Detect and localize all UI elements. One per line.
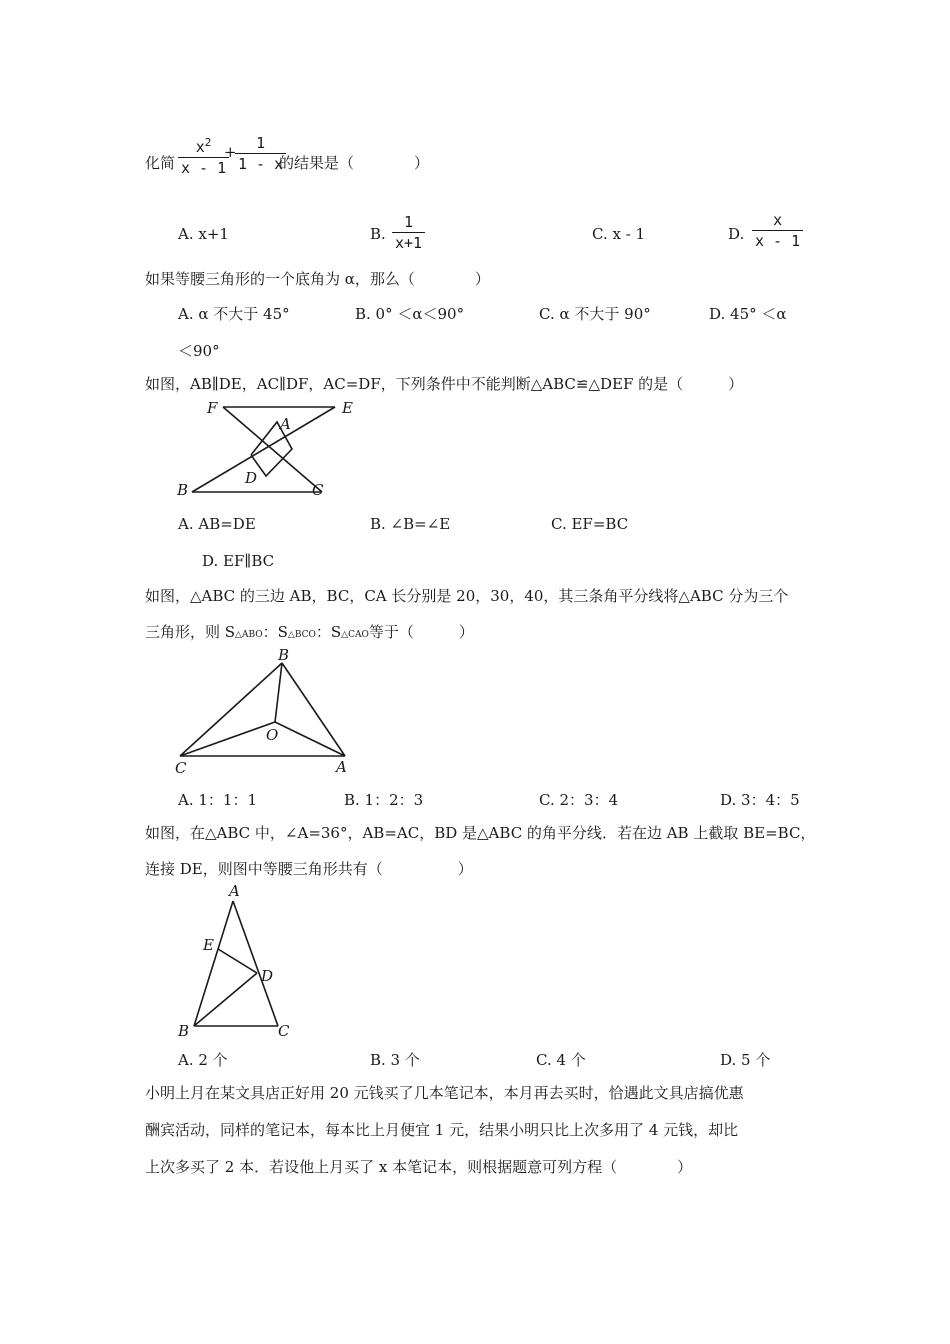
q5-label-c: C xyxy=(278,1022,290,1040)
q2-option-d: D. 45° ＜α xyxy=(709,305,787,323)
q2-stem: 如果等腰三角形的一个底角为 α，那么（ ） xyxy=(145,270,490,288)
q5-figure xyxy=(170,880,295,1045)
q3-stem: 如图，AB∥DE，AC∥DF，AC=DF，下列条件中不能判断△ABC≌△DEF 的是（ ） xyxy=(145,375,744,393)
q6-line-2: 酬宾活动，同样的笔记本，每本比上月便宜 1 元，结果小明只比上次多用了 4 元钱，却比 xyxy=(145,1121,739,1139)
q5-option-a: A. 2 个 xyxy=(178,1051,228,1069)
q3-label-f: F xyxy=(207,399,218,417)
q4-stem-line-2: 三角形，则 S△ABO：S△BCO：S△CAO等于（ ） xyxy=(145,623,474,641)
q5-option-b: B. 3 个 xyxy=(370,1051,420,1069)
q4-option-b: B. 1：2：3 xyxy=(344,791,424,809)
q2-option-b: B. 0° ＜α＜90° xyxy=(355,305,465,323)
q3-label-a: A xyxy=(280,415,291,433)
q3-option-b: B. ∠B=∠E xyxy=(370,515,451,533)
q3-label-b: B xyxy=(177,481,189,499)
q4-label-c: C xyxy=(175,759,187,777)
q4-figure xyxy=(170,645,355,780)
q2-option-c: C. α 不大于 90° xyxy=(539,305,651,323)
q4-label-a: A xyxy=(336,758,347,776)
q4-option-c: C. 2：3：4 xyxy=(539,791,619,809)
q1-option-c: C. x - 1 xyxy=(592,225,646,243)
q1-suffix: 的结果是（ ） xyxy=(279,154,430,172)
q5-label-a: A xyxy=(229,882,240,900)
q2-option-a: A. α 不大于 45° xyxy=(178,305,290,323)
q3-figure xyxy=(170,395,353,500)
q4-label-b: B xyxy=(278,646,290,664)
q3-label-c: C xyxy=(312,481,324,499)
q5-label-e: E xyxy=(203,936,214,954)
q4-option-d: D. 3：4：5 xyxy=(720,791,800,809)
q3-option-d: D. EF∥BC xyxy=(202,552,275,570)
q1-option-b-label: B. xyxy=(370,225,386,243)
q5-option-c: C. 4 个 xyxy=(536,1051,586,1069)
q5-label-d: D xyxy=(261,967,274,985)
q2-option-d-continued: ＜90° xyxy=(178,342,220,360)
q4-stem-line-1: 如图，△ABC 的三边 AB，BC，CA 长分别是 20，30，40，其三条角平分线将△ABC 分为三个 xyxy=(145,587,789,605)
q5-label-b: B xyxy=(178,1022,190,1040)
q1-option-d-label: D. xyxy=(728,225,745,243)
q4-label-o: O xyxy=(266,726,279,744)
q1-plus: + xyxy=(224,143,237,161)
q1-prefix: 化简 xyxy=(145,154,176,172)
q5-option-d: D. 5 个 xyxy=(720,1051,771,1069)
q1-option-b-fraction: $\frac{1}{x+1}$ xyxy=(392,212,425,253)
q1-option-d-fraction: $\frac{x}{x - 1}$ xyxy=(752,210,803,251)
q3-label-d: D xyxy=(245,469,258,487)
q3-option-a: A. AB=DE xyxy=(178,515,256,533)
q6-line-3: 上次多买了 2 本．若设他上月买了 x 本笔记本，则根据题意可列方程（ ） xyxy=(145,1158,693,1176)
q3-option-c: C. EF=BC xyxy=(551,515,629,533)
q5-stem-line-2: 连接 DE，则图中等腰三角形共有（ ） xyxy=(145,860,473,878)
q3-label-e: E xyxy=(342,399,353,417)
q1-option-a: A. x+1 xyxy=(178,225,229,243)
q5-stem-line-1: 如图，在△ABC 中，∠A=36°，AB=AC，BD 是△ABC 的角平分线．若在边 AB 上截取 BE=BC， xyxy=(145,824,816,842)
q4-option-a: A. 1：1：1 xyxy=(178,791,257,809)
q6-line-1: 小明上月在某文具店正好用 20 元钱买了几本笔记本，本月再去买时，恰遇此文具店搞优惠 xyxy=(145,1084,744,1102)
q1-fraction-2: $\frac{1}{1 - x}$ xyxy=(235,133,286,174)
q1-fraction-1: $\frac{x^2}{x - 1}$ xyxy=(178,133,229,178)
